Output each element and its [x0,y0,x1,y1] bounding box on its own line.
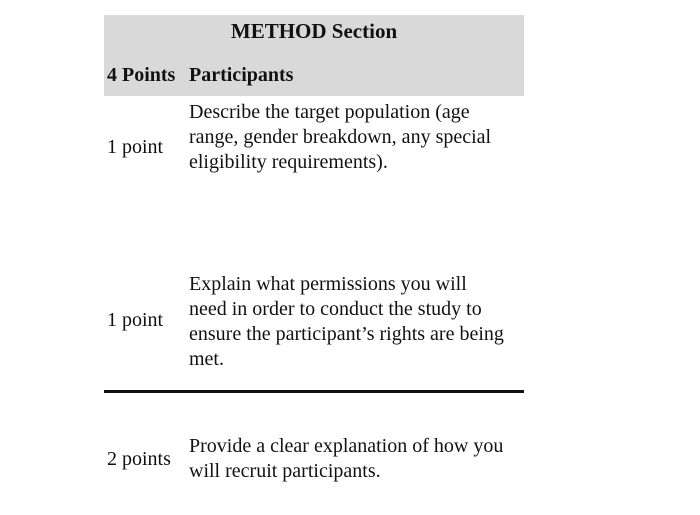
row-description: Describe the target population (age range, gender breakdown, any special eligibility requirements). [189,101,492,173]
row-description: Explain what permissions you will need in order to conduct the study to ensure the participant’s rights are being met. [189,273,504,370]
table-row [104,393,524,513]
table-row [104,96,524,250]
row-description: Provide a clear explanation of how you will recruit participants. [189,435,504,482]
table-row [104,250,524,390]
table-title: METHOD Section [230,19,398,43]
row-points: 2 points [107,447,171,470]
header-points: 4 Points [107,64,176,86]
row-points: 1 point [107,136,164,158]
table-header-row [104,55,524,96]
method-rubric-table [104,15,524,513]
table-title-row [104,15,524,55]
header-participants: Participants [189,64,294,86]
row-points: 1 point [107,308,164,331]
